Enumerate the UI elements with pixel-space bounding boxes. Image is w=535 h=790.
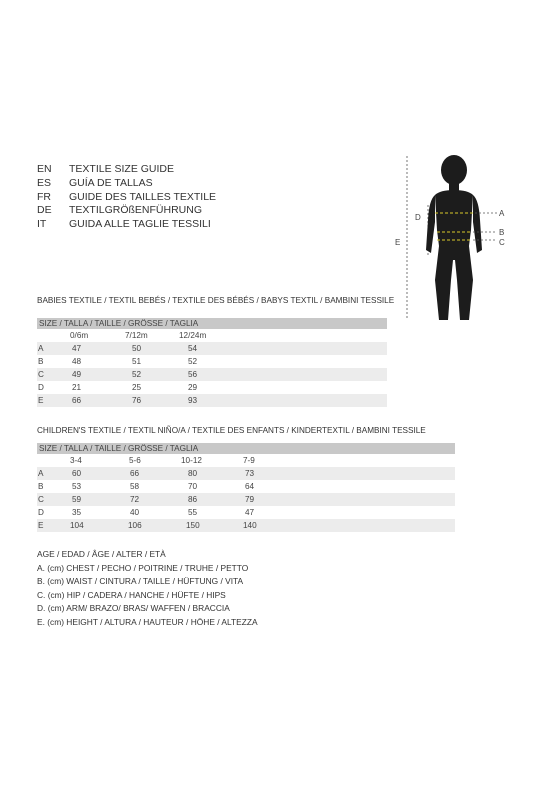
table-row	[37, 381, 387, 394]
children-section-title: CHILDREN'S TEXTILE / TEXTIL NIÑO/A / TEXTILE DES ENFANTS / KINDERTEXTIL / BAMBINI TESSILE	[37, 426, 426, 435]
table-header: SIZE / TALLA / TAILLE / GRÖSSE / TAGLIA	[37, 318, 387, 329]
table-row	[37, 467, 455, 480]
table-cell: 60	[72, 469, 82, 478]
language-row-fr	[37, 191, 216, 205]
table-cell: 51	[132, 357, 142, 366]
table-row	[37, 342, 387, 355]
table-cell: 80	[188, 469, 198, 478]
table-cell: 47	[72, 344, 82, 353]
language-title: TEXTILE SIZE GUIDE	[69, 163, 175, 175]
size-label: 7/12m	[125, 331, 148, 340]
language-list	[37, 163, 216, 232]
table-cell: 50	[132, 344, 142, 353]
size-label: 12/24m	[179, 331, 207, 340]
language-title: GUIDE DES TAILLES TEXTILE	[69, 190, 217, 203]
table-cell: 66	[130, 469, 140, 478]
language-row-de	[37, 204, 216, 218]
definition-waist: B. (cm) WAIST / CINTURA / TAILLE / HÜFTUNG / VITA	[37, 576, 244, 586]
table-cell: 49	[72, 370, 82, 379]
language-title: GUIDA ALLE TAGLIE TESSILI	[69, 218, 211, 231]
row-label: E	[38, 521, 44, 530]
size-label: 5-6	[129, 456, 141, 465]
row-label: D	[38, 508, 44, 517]
language-code: EN	[37, 163, 52, 175]
table-cell: 25	[132, 383, 142, 392]
size-label: 7-9	[243, 456, 255, 465]
table-cell: 93	[188, 396, 198, 405]
table-cell: 47	[245, 508, 255, 517]
table-cell: 66	[72, 396, 82, 405]
language-title: TEXTILGRÖßENFÜHRUNG	[69, 204, 203, 217]
row-label: C	[38, 495, 44, 504]
table-cell: 55	[188, 508, 198, 517]
table-row	[37, 519, 455, 532]
table-cell: 54	[188, 344, 198, 353]
table-cell: 59	[72, 495, 82, 504]
definition-arm: D. (cm) ARM/ BRAZO/ BRAS/ WAFFEN / BRACCIA	[37, 603, 230, 613]
size-label: 0/6m	[70, 331, 89, 340]
definition-height: E. (cm) HEIGHT / ALTURA / HAUTEUR / HÖHE / ALTEZZA	[37, 616, 258, 627]
table-cell: 64	[245, 482, 255, 491]
language-code: FR	[37, 190, 51, 203]
table-cell: 58	[130, 482, 140, 491]
table-cell: 76	[132, 396, 142, 405]
table-row	[37, 493, 455, 506]
row-label: C	[38, 370, 44, 379]
row-label: B	[38, 482, 44, 491]
table-row	[37, 368, 387, 381]
language-code: ES	[37, 176, 52, 189]
child-measurement-figure	[395, 150, 515, 325]
table-cell: 21	[72, 383, 82, 392]
table-cell: 56	[188, 370, 198, 379]
table-cell: 106	[128, 521, 142, 530]
language-row-en	[37, 163, 216, 177]
label-d: D	[415, 213, 421, 222]
row-label: B	[38, 357, 44, 366]
table-cell: 53	[72, 482, 82, 491]
language-row-es	[37, 177, 216, 191]
table-cell: 150	[186, 521, 200, 530]
children-size-table	[37, 443, 455, 532]
table-cell: 35	[72, 508, 82, 517]
table-cell: 48	[72, 357, 82, 366]
table-header: SIZE / TALLA / TAILLE / GRÖSSE / TAGLIA	[37, 443, 455, 454]
row-label: A	[38, 344, 44, 353]
definition-age: AGE / EDAD / ÂGE / ALTER / ETÀ	[37, 549, 166, 559]
table-cell: 29	[188, 383, 198, 392]
language-row-it	[37, 218, 216, 232]
language-code: DE	[37, 204, 52, 217]
babies-size-table	[37, 318, 387, 407]
size-row	[37, 329, 387, 342]
child-silhouette	[426, 155, 482, 320]
measurement-definitions	[37, 548, 258, 629]
table-cell: 70	[188, 482, 198, 491]
table-cell: 104	[70, 521, 84, 530]
label-b: B	[499, 228, 505, 237]
table-cell: 140	[243, 521, 257, 530]
babies-section-title: BABIES TEXTILE / TEXTIL BEBÉS / TEXTILE DES BÉBÉS / BABYS TEXTIL / BAMBINI TESSILE	[37, 296, 395, 305]
size-label: 3-4	[70, 456, 82, 465]
label-a: A	[499, 209, 505, 218]
row-label: E	[38, 396, 44, 405]
row-label: D	[38, 383, 44, 392]
table-row	[37, 506, 455, 519]
definition-chest: A. (cm) CHEST / PECHO / POITRINE / TRUHE / PETTO	[37, 562, 249, 573]
table-cell: 40	[130, 508, 140, 517]
definition-hip: C. (cm) HIP / CADERA / HANCHE / HÜFTE / HIPS	[37, 589, 226, 600]
table-row	[37, 394, 387, 407]
label-c: C	[499, 238, 505, 247]
size-label: 10-12	[181, 456, 202, 465]
language-code: IT	[37, 218, 47, 231]
table-cell: 86	[188, 495, 198, 504]
label-e: E	[395, 238, 401, 247]
language-title: GUÍA DE TALLAS	[69, 176, 153, 189]
table-cell: 72	[130, 495, 140, 504]
row-label: A	[38, 469, 44, 478]
table-row	[37, 480, 455, 493]
table-cell: 73	[245, 469, 255, 478]
table-cell: 79	[245, 495, 255, 504]
table-cell: 52	[132, 370, 142, 379]
size-row	[37, 454, 455, 467]
table-cell: 52	[188, 357, 198, 366]
table-row	[37, 355, 387, 368]
